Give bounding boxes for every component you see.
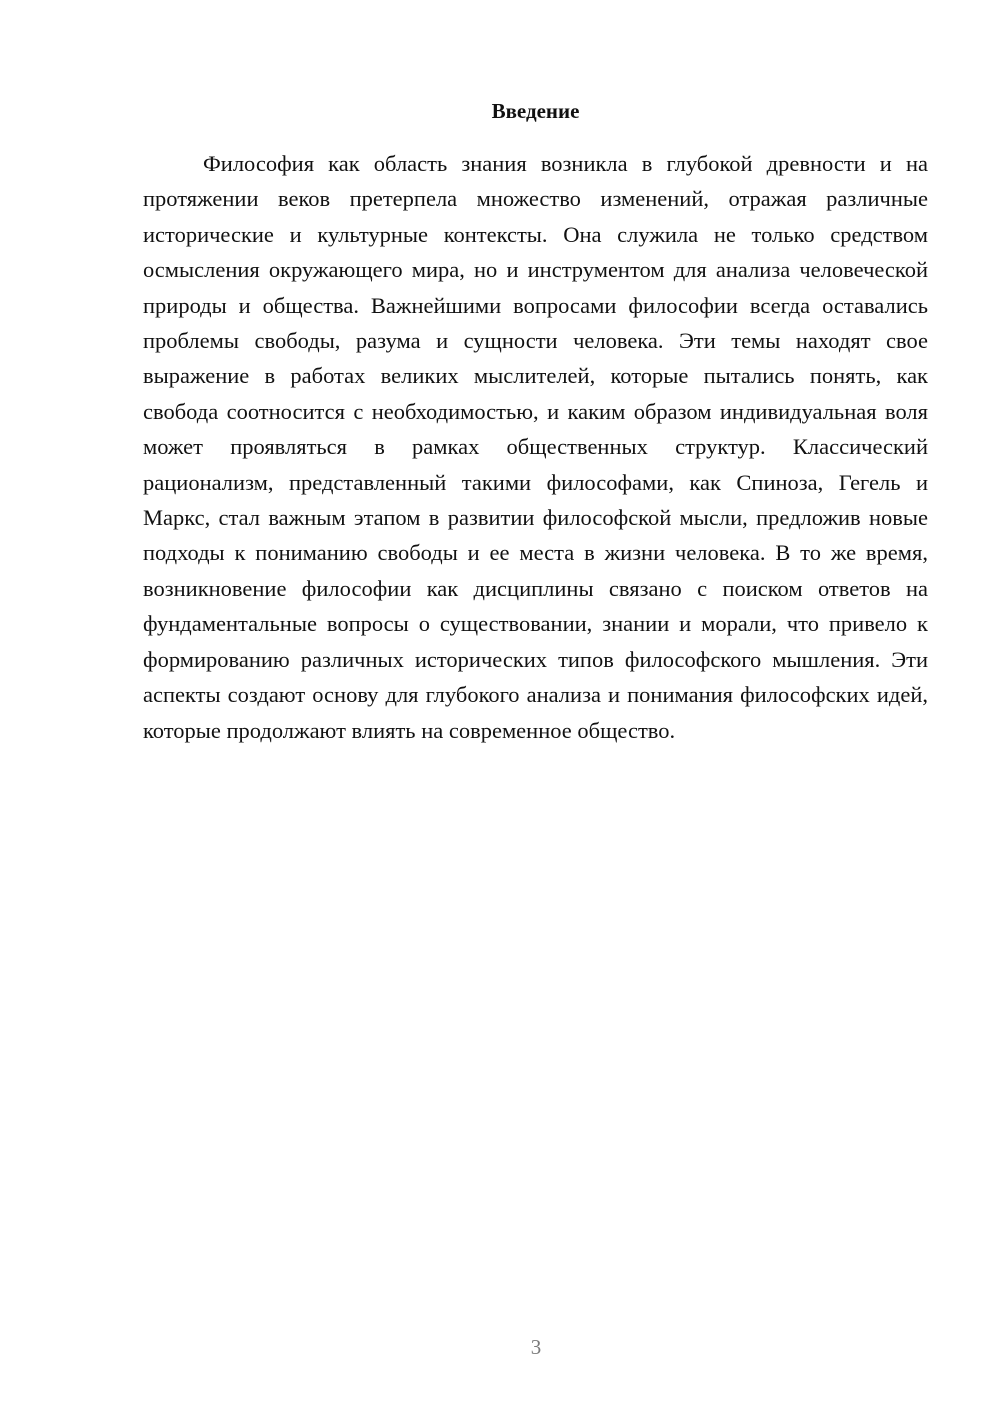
body-paragraph: Философия как область знания возникла в глубокой древности и на протяжении веков претерпела множество изменений, отражая различные исторические и культурные контексты. Она служила не только средством осмысления окружающего мира, но и инструментом для анализа человеческой природы и общества. Важнейшими вопросами философии всегда оставались проблемы свободы, разума и сущности человека. Эти темы находят свое выражение в работах великих мыслителей, которые пытались понять, как свобода соотносится с необходимостью, и каким образом индивидуальная воля может проявляться в рамках общественных структур. Классический рационализм, представленный такими философами, как Спиноза, Гегель и Маркс, стал важным этапом в развитии философской мысли, предложив новые подходы к пониманию свободы и ее места в жизни человека. В то же время, возникновение философии как дисциплины связано с поиском ответов на фундаментальные вопросы о существовании, знании и морали, что привело к формированию различных исторических типов философского мышления. Эти аспекты создают основу для глубокого анализа и понимания философских идей, которые продолжают влиять на современное общество. bbox=[143, 151, 928, 743]
page-title: Введение bbox=[491, 99, 580, 123]
page-number: 3 bbox=[530, 1335, 542, 1359]
